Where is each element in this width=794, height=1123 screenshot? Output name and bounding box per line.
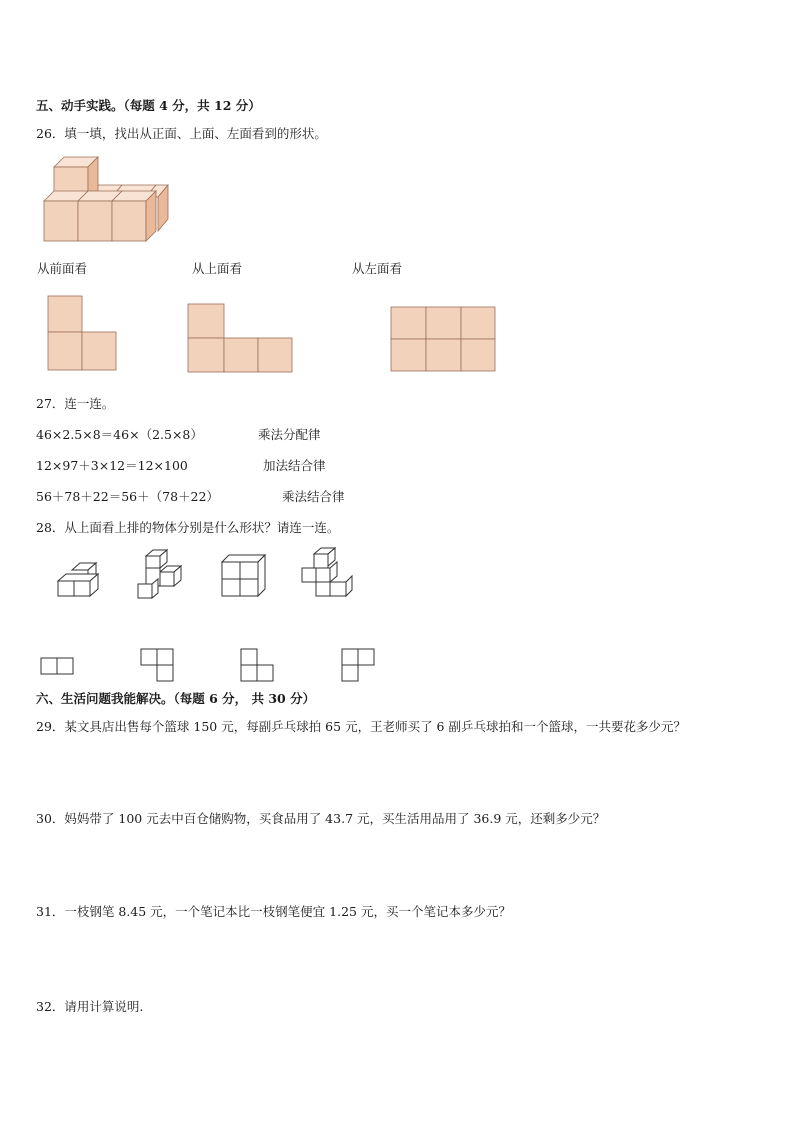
view-label-left: 从左面看	[352, 261, 403, 276]
question-28: 28．从上面看上排的物体分别是什么形状？请连一连。	[36, 520, 340, 535]
equation-2: 12×97＋3×12＝12×100	[36, 458, 188, 473]
object-3-cubes	[220, 553, 270, 599]
left-view-shape	[389, 305, 497, 373]
shape-b-l-shape	[140, 648, 176, 684]
view-label-front: 从前面看	[37, 261, 88, 276]
stacked-cubes-figure	[40, 155, 172, 247]
section-6-heading: 六、生活问题我能解决。（每题 6 分， 共 30 分）	[36, 691, 316, 706]
top-view-shape	[186, 302, 294, 374]
question-31: 31．一枝钢笔 8.45 元，一个笔记本比一枝钢笔便宜 1.25 元，买一个笔记本多少元？	[36, 904, 511, 919]
question-26: 26．填一填，找出从正面、上面、左面看到的形状。	[36, 126, 327, 141]
law-3: 乘法结合律	[282, 489, 345, 504]
question-27: 27．连一连。	[36, 396, 115, 411]
object-1-cubes	[56, 562, 106, 600]
shape-d-l-shape	[341, 648, 377, 684]
law-2: 加法结合律	[263, 458, 326, 473]
front-view-shape	[46, 294, 118, 372]
question-29: 29．某文具店出售每个篮球 150 元，每副乒乓球拍 65 元，王老师买了 6 副乒乓球拍和一个篮球，一共要花多少元？	[36, 719, 686, 734]
question-30: 30．妈妈带了 100 元去中百仓储购物，买食品用了 43.7 元，买生活用品用了 36.9 元，还剩多少元？	[36, 811, 606, 826]
shape-c-l-shape	[240, 648, 276, 684]
equation-1: 46×2.5×8＝46×（2.5×8）	[36, 427, 203, 442]
object-4-cubes	[300, 546, 354, 600]
equation-3: 56＋78＋22＝56＋（78＋22）	[36, 489, 219, 504]
shape-a-two-squares	[40, 656, 76, 676]
section-5-heading: 五、动手实践。（每题 4 分，共 12 分）	[36, 98, 261, 113]
question-32: 32．请用计算说明.	[36, 999, 144, 1014]
view-label-top: 从上面看	[192, 261, 243, 276]
law-1: 乘法分配律	[258, 427, 321, 442]
object-2-cubes	[136, 548, 188, 602]
